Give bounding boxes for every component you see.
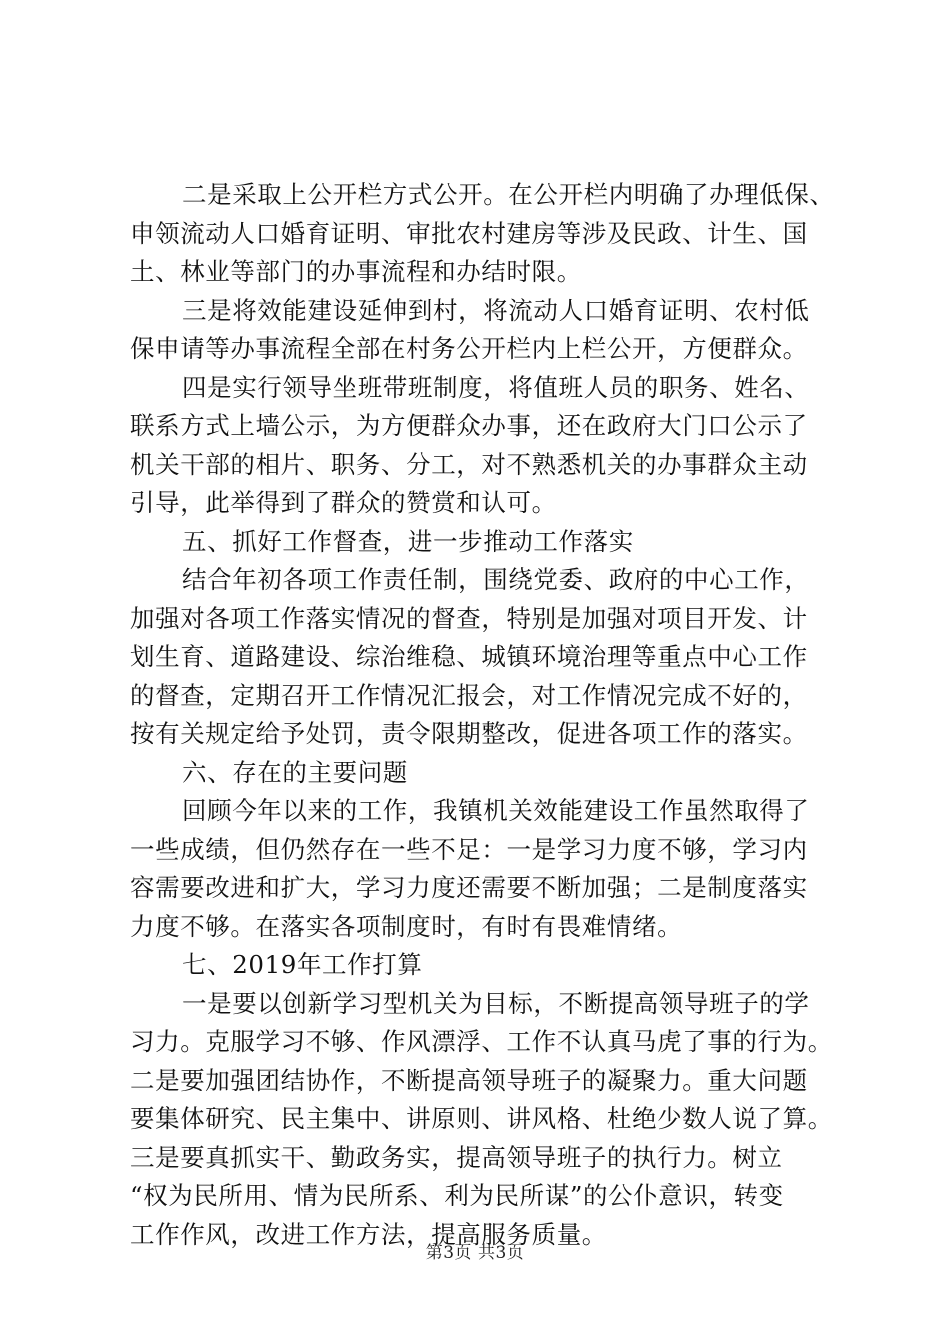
text-line: 六、存在的主要问题 [182, 757, 408, 787]
text-line: 引导，此举得到了群众的赞赏和认可。 [130, 488, 557, 517]
text-line: 回顾今年以来的工作，我镇机关效能建设工作虽然取得了 [182, 796, 810, 825]
text-line: 力度不够。在落实各项制度时，有时有畏难情绪。 [130, 911, 683, 941]
text-line: 二是采取上公开栏方式公开。在公开栏内明确了办理低保、 [182, 180, 835, 209]
text-line: 划生育、道路建设、综治维稳、城镇环境治理等重点中心工作 [130, 642, 808, 671]
text-line: 加强对各项工作落实情况的督查，特别是加强对项目开发、计 [130, 603, 808, 633]
text-line: 三是要真抓实干、勤政务实，提高领导班子的执行力。树立 [130, 1142, 783, 1172]
text-line: 的督查，定期召开工作情况汇报会，对工作情况完成不好的， [130, 680, 808, 710]
text-line: 二是要加强团结协作，不断提高领导班子的凝聚力。重大问题 [130, 1065, 808, 1095]
text-line: 结合年初各项工作责任制，围绕党委、政府的中心工作， [182, 565, 810, 594]
text-line: 习力。克服学习不够、作风漂浮、工作不认真马虎了事的行为。 [130, 1027, 833, 1056]
text-line: 七、2019年工作打算 [182, 950, 423, 979]
text-line: 联系方式上墙公示，为方便群众办事，还在政府大门口公示了 [130, 411, 808, 440]
text-line: 土、林业等部门的办事流程和办结时限。 [130, 257, 582, 286]
text-line: 五、抓好工作督查，进一步推动工作落实 [182, 526, 634, 556]
text-line: 容需要改进和扩大，学习力度还需要不断加强；二是制度落实 [130, 873, 808, 902]
text-line: 工作作风，改进工作方法，提高服务质量。 [130, 1219, 607, 1249]
text-line: “权为民所用、情为民所系、利为民所谋”的公仆意识，转变 [130, 1181, 784, 1210]
text-line: 保申请等办事流程全部在村务公开栏内上栏公开，方便群众。 [130, 334, 808, 363]
page-footer: 第3页 共3页 [425, 1243, 525, 1263]
text-line: 申领流动人口婚育证明、审批农村建房等涉及民政、计生、国 [130, 218, 808, 248]
text-line: 三是将效能建设延伸到村，将流动人口婚育证明、农村低 [182, 295, 810, 325]
text-line: 按有关规定给予处罚，责令限期整改，促进各项工作的落实。 [130, 719, 808, 748]
text-line: 机关干部的相片、职务、分工，对不熟悉机关的办事群众主动 [130, 449, 808, 479]
text-line: 一些成绩，但仍然存在一些不足：一是学习力度不够，学习内 [130, 834, 808, 864]
text-line: 要集体研究、民主集中、讲原则、讲风格、杜绝少数人说了算。 [130, 1104, 833, 1133]
document-body [130, 176, 835, 1254]
text-line: 一是要以创新学习型机关为目标，不断提高领导班子的学 [182, 988, 810, 1018]
text-line: 四是实行领导坐班带班制度，将值班人员的职务、姓名、 [182, 372, 810, 402]
